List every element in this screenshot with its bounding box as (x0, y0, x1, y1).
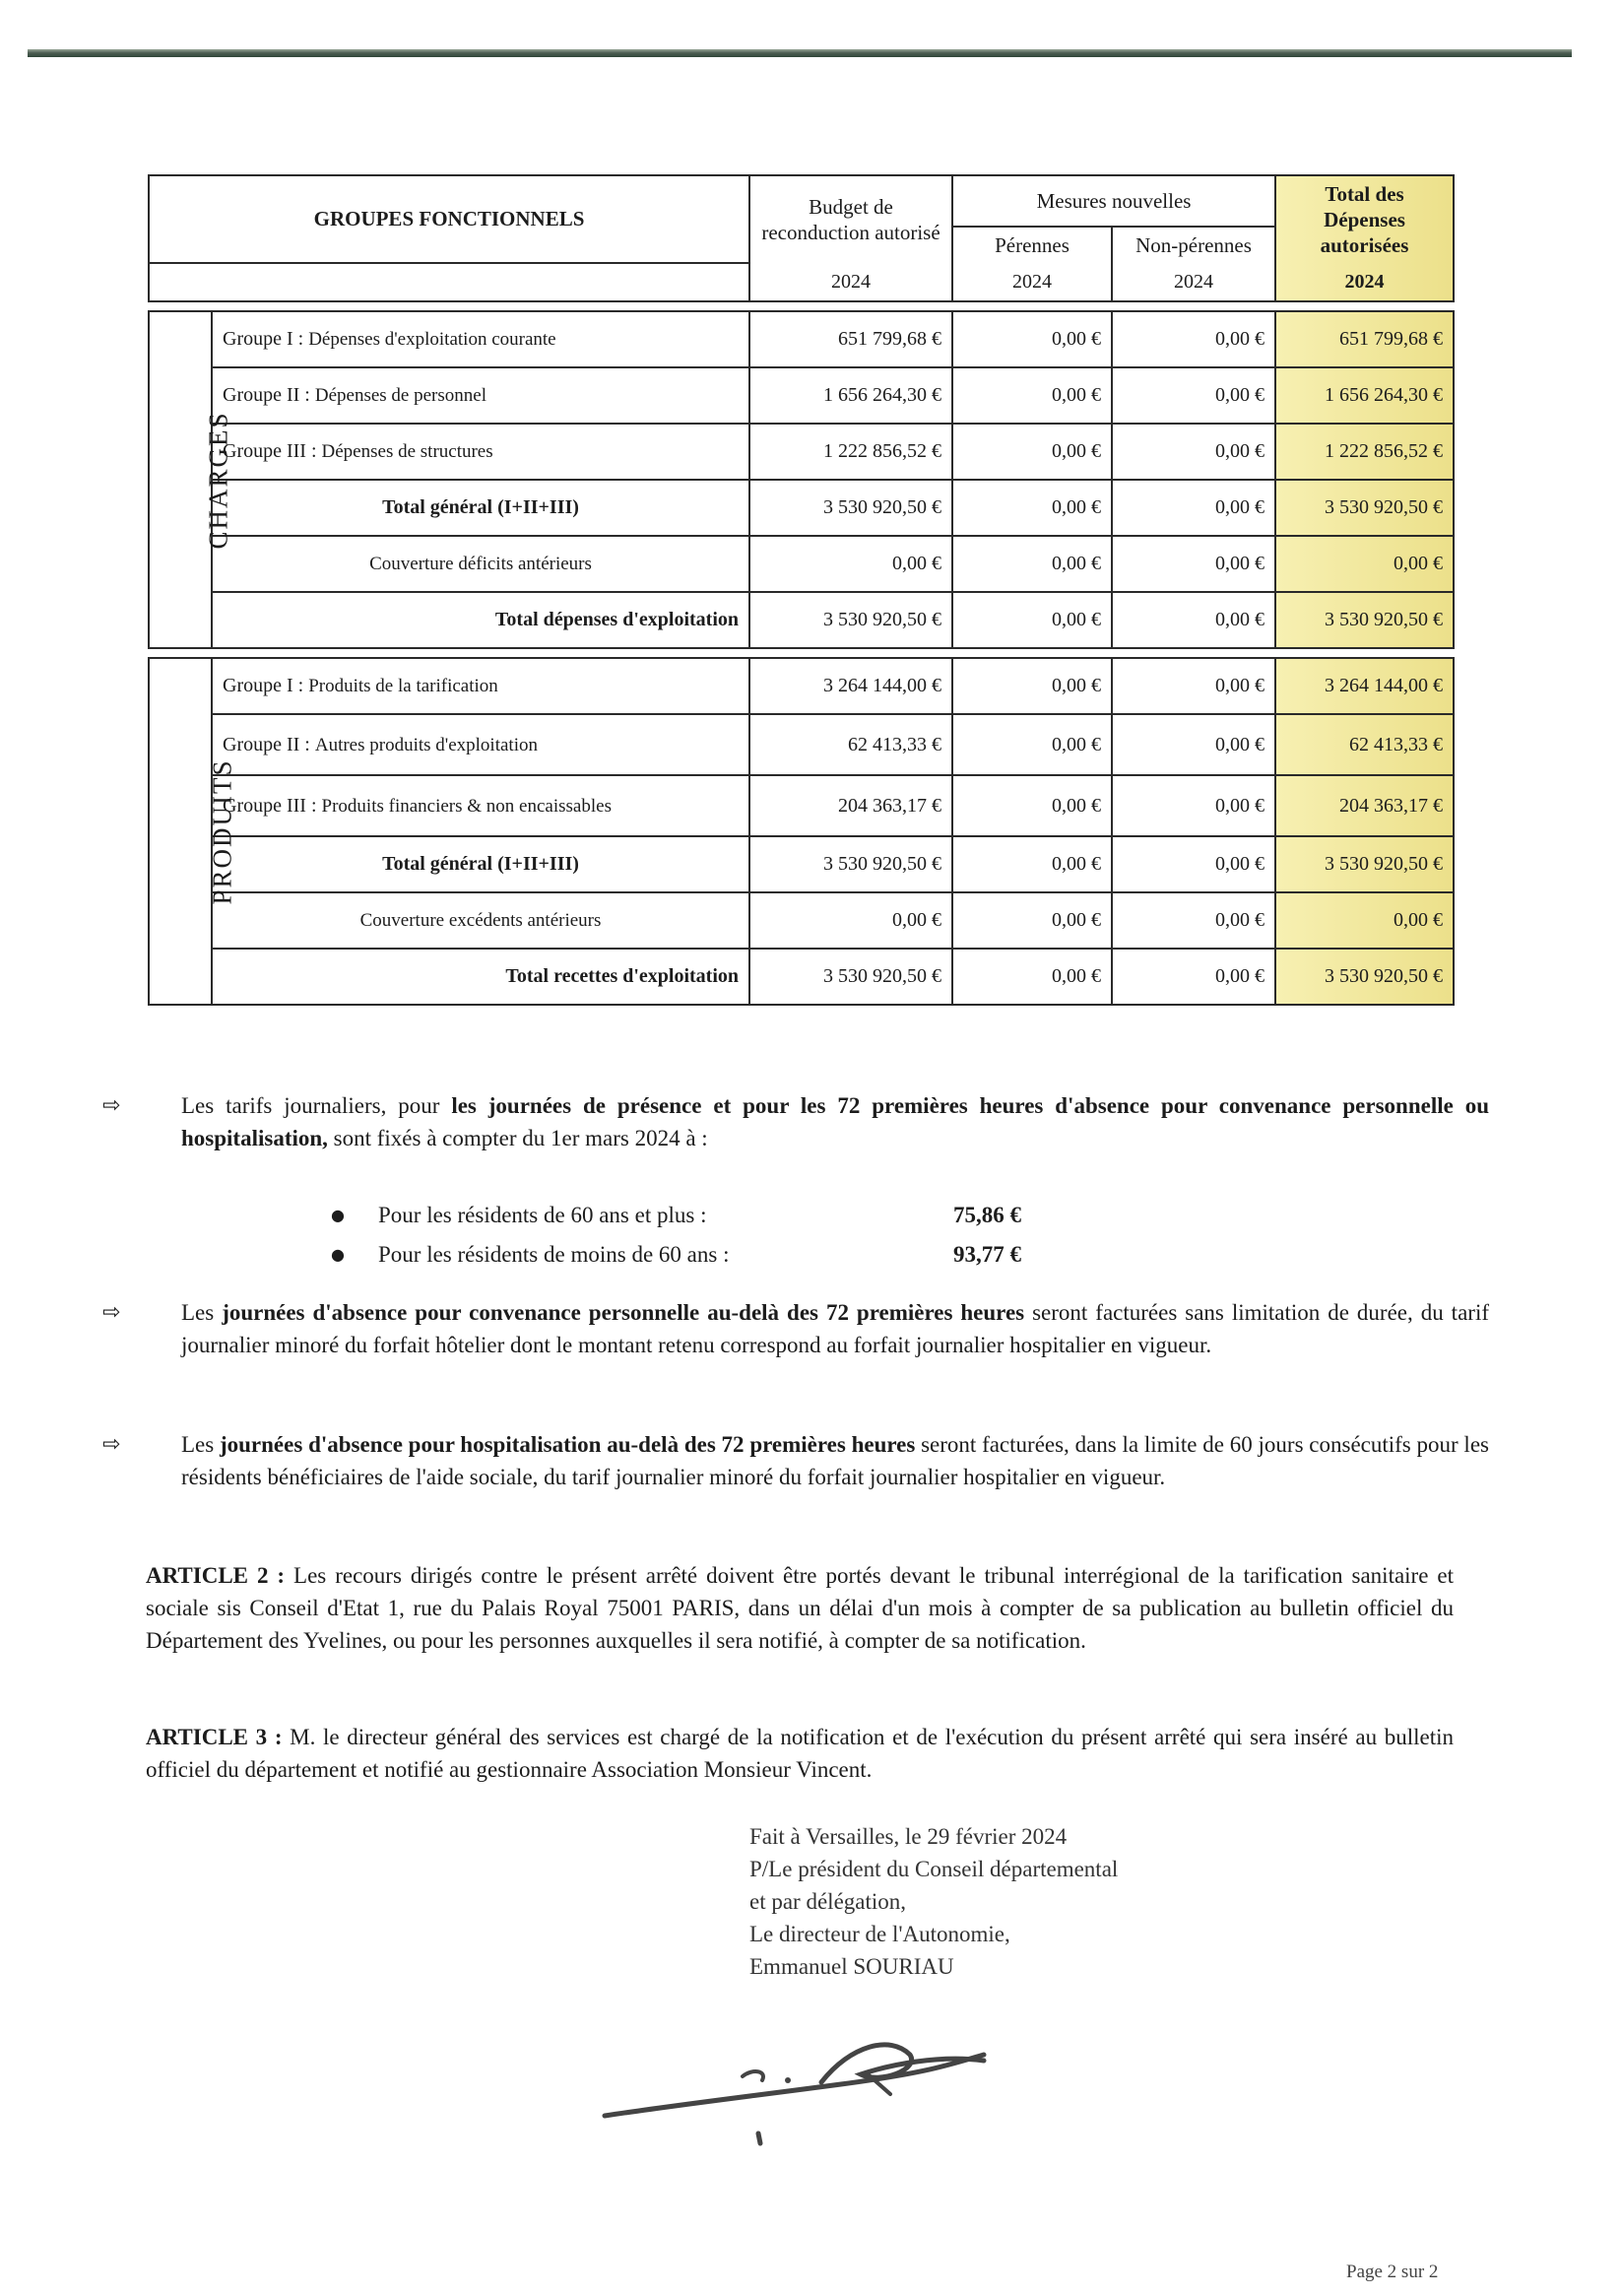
para3-text-a: Les (181, 1432, 220, 1457)
produits-row-1-total: 3 264 144,00 € (1275, 658, 1454, 714)
produits-row-2-total: 62 413,33 € (1275, 714, 1454, 775)
article-3 (146, 1721, 1454, 1786)
rate-row (331, 1235, 1021, 1275)
produits-excedents-label: Couverture excédents antérieurs (212, 892, 749, 949)
bullet-icon: ● (331, 1245, 345, 1264)
year-non-perennes: 2024 (1112, 263, 1275, 301)
produits-row-2-budget: 62 413,33 € (749, 714, 952, 775)
produits-row-3-perennes: 0,00 € (952, 775, 1112, 836)
group-desc: Dépenses de personnel (314, 385, 486, 406)
header-budget: Budget de reconduction autorisé (749, 175, 952, 263)
signature-line-place-date: Fait à Versailles, le 29 février 2024 (749, 1824, 1068, 1849)
article-2-text: Les recours dirigés contre le présent arrêté doivent être portés devant le tribunal interrégional de la tarification sanitaire et sociale sis Conseil d'Etat 1, rue du Palais Royal 75001 PARIS, dans un délai d'un mois à compter de sa publication au bulletin officiel du Département des Yvelines, ou pour les personnes auxquelles il sera notifié, à compter de sa notification. (146, 1563, 1454, 1653)
produits-total-recettes-budget: 3 530 920,50 € (749, 949, 952, 1005)
signature-line-director: Le directeur de l'Autonomie, (749, 1922, 1010, 1946)
handwritten-signature (595, 2025, 1008, 2153)
charges-label: CHARGES (203, 410, 233, 550)
header-perennes: Pérennes (952, 227, 1112, 263)
article-3-label: ARTICLE 3 : (146, 1725, 283, 1749)
charges-row-3-perennes: 0,00 € (952, 424, 1112, 480)
produits-total-general-total: 3 530 920,50 € (1275, 836, 1454, 892)
paragraph-tarifs: ⇨ Les tarifs journaliers, pour les journées de présence et pour les 72 premières heures d'absence pour convenance personnelle ou hospitalisation, sont fixés à compter du 1er mars 2024 à : (102, 1093, 1490, 1150)
produits-row-2-label (212, 714, 749, 775)
group-name: Groupe II : (223, 384, 310, 406)
produits-total-general-label: Total général (I+II+III) (212, 836, 749, 892)
charges-total-depenses-perennes: 0,00 € (952, 592, 1112, 648)
produits-row-3-total: 204 363,17 € (1275, 775, 1454, 836)
charges-row-1-perennes: 0,00 € (952, 311, 1112, 367)
charges-row-3-total: 1 222 856,52 € (1275, 424, 1454, 480)
charges-row-2-budget: 1 656 264,30 € (749, 367, 952, 424)
produits-row-1-label (212, 658, 749, 714)
para2-text-b: journées d'absence pour convenance personnelle au-delà des 72 premières heures (222, 1300, 1025, 1325)
rate-label: Pour les résidents de moins de 60 ans : (378, 1242, 730, 1267)
signature-line-delegation: et par délégation, (749, 1889, 907, 1914)
rate-row (331, 1196, 1021, 1235)
article-2-label: ARTICLE 2 : (146, 1563, 286, 1588)
budget-table (148, 174, 1455, 1006)
charges-deficits-label: Couverture déficits antérieurs (212, 536, 749, 592)
paragraph-absence-convenance: ⇨ Les journées d'absence pour convenance personnelle au-delà des 72 premières heures seront facturées sans limitation de durée, du tarif journalier minoré du forfait hôtelier dont le montant retenu correspond au forfait journalier hospitalier en vigueur. (102, 1300, 1489, 1357)
produits-total-general-budget: 3 530 920,50 € (749, 836, 952, 892)
produits-excedents-budget: 0,00 € (749, 892, 952, 949)
charges-total-general-label: Total général (I+II+III) (212, 480, 749, 536)
charges-deficits-budget: 0,00 € (749, 536, 952, 592)
charges-total-depenses-label: Total dépenses d'exploitation (212, 592, 749, 648)
produits-label-cell (149, 658, 237, 1005)
group-desc: Dépenses d'exploitation courante (308, 329, 556, 350)
group-desc: Autres produits d'exploitation (314, 734, 538, 755)
produits-total-recettes-label: Total recettes d'exploitation (212, 949, 749, 1005)
produits-total-recettes-non-perennes: 0,00 € (1112, 949, 1275, 1005)
produits-row-1-non-perennes: 0,00 € (1112, 658, 1275, 714)
group-name: Groupe I : (223, 328, 304, 350)
paragraph-absence-hospitalisation: ⇨ Les journées d'absence pour hospitalisation au-delà des 72 premières heures seront facturées, dans la limite de 60 jours consécutifs pour les résidents bénéficiaires de l'aide sociale, du tarif journalier minoré du forfait journalier hospitalier en vigueur. (102, 1432, 1489, 1489)
para1-text-b: les journées de présence et pour les 72 premières heures d'absence pour convenance personnelle ou hospitalisation, (181, 1093, 1490, 1150)
charges-row-2-perennes: 0,00 € (952, 367, 1112, 424)
charges-deficits-perennes: 0,00 € (952, 536, 1112, 592)
para3-text-b: journées d'absence pour hospitalisation au-delà des 72 premières heures (219, 1432, 916, 1457)
produits-row-3-non-perennes: 0,00 € (1112, 775, 1275, 836)
para1-text-a: Les tarifs journaliers, pour (181, 1093, 452, 1118)
group-name: Groupe III : (223, 440, 317, 462)
year-budget: 2024 (749, 263, 952, 301)
group-desc: Produits financiers & non encaissables (321, 795, 612, 817)
article-3-text: M. le directeur général des services est chargé de la notification et de l'exécution du présent arrêté qui sera inséré au bulletin officiel du département et notifié au gestionnaire Association Monsieur Vincent. (146, 1725, 1455, 1782)
charges-deficits-non-perennes: 0,00 € (1112, 536, 1275, 592)
produits-label: PRODUITS (207, 757, 237, 905)
group-name: Groupe I : (223, 675, 304, 696)
rates-list (331, 1196, 1021, 1275)
header-non-perennes: Non-pérennes (1112, 227, 1275, 263)
para1-text-c: sont fixés à compter du 1er mars 2024 à : (327, 1126, 708, 1150)
para3-text-c: seront facturées, dans la limite de 60 jours consécutifs pour les résidents bénéficiaires de l'aide sociale, du tarif journalier minoré du forfait journalier hospitalier en vigueur. (181, 1432, 1489, 1489)
charges-label-cell (149, 311, 233, 648)
top-rule (28, 49, 1572, 57)
produits-excedents-perennes: 0,00 € (952, 892, 1112, 949)
charges-row-1-label (212, 311, 749, 367)
produits-row-2-non-perennes: 0,00 € (1112, 714, 1275, 775)
group-name: Groupe II : (223, 733, 310, 755)
article-2 (146, 1559, 1454, 1657)
year-perennes: 2024 (952, 263, 1112, 301)
charges-total-general-non-perennes: 0,00 € (1112, 480, 1275, 536)
signature-block (749, 1820, 1118, 1983)
charges-row-3-budget: 1 222 856,52 € (749, 424, 952, 480)
produits-row-3-label (212, 775, 749, 836)
charges-row-2-non-perennes: 0,00 € (1112, 367, 1275, 424)
rate-label: Pour les résidents de 60 ans et plus : (378, 1203, 707, 1227)
charges-row-3-non-perennes: 0,00 € (1112, 424, 1275, 480)
produits-row-1-perennes: 0,00 € (952, 658, 1112, 714)
group-name: Groupe III : (223, 794, 317, 817)
signature-line-president: P/Le président du Conseil départemental (749, 1857, 1119, 1881)
charges-row-1-budget: 651 799,68 € (749, 311, 952, 367)
charges-row-2-total: 1 656 264,30 € (1275, 367, 1454, 424)
charges-row-1-non-perennes: 0,00 € (1112, 311, 1275, 367)
para2-text-a: Les (181, 1300, 223, 1325)
rate-value: 93,77 € (953, 1242, 1021, 1267)
charges-row-1-total: 651 799,68 € (1275, 311, 1454, 367)
rate-value: 75,86 € (953, 1203, 1021, 1227)
produits-total-general-perennes: 0,00 € (952, 836, 1112, 892)
header-mesures: Mesures nouvelles (952, 175, 1275, 227)
charges-total-general-total: 3 530 920,50 € (1275, 480, 1454, 536)
charges-deficits-total: 0,00 € (1275, 536, 1454, 592)
page-number: Page 2 sur 2 (1346, 2262, 1439, 2282)
charges-row-3-label (212, 424, 749, 480)
signature-line-name: Emmanuel SOURIAU (749, 1954, 954, 1979)
produits-row-1-budget: 3 264 144,00 € (749, 658, 952, 714)
charges-row-2-label (212, 367, 749, 424)
group-desc: Dépenses de structures (321, 441, 493, 462)
charges-total-depenses-total: 3 530 920,50 € (1275, 592, 1454, 648)
produits-row-2-perennes: 0,00 € (952, 714, 1112, 775)
charges-total-general-budget: 3 530 920,50 € (749, 480, 952, 536)
header-groups: GROUPES FONCTIONNELS (149, 175, 749, 263)
group-desc: Produits de la tarification (308, 676, 498, 696)
produits-total-recettes-perennes: 0,00 € (952, 949, 1112, 1005)
charges-total-depenses-non-perennes: 0,00 € (1112, 592, 1275, 648)
charges-total-general-perennes: 0,00 € (952, 480, 1112, 536)
header-total: Total des Dépenses autorisées (1275, 175, 1454, 263)
charges-total-depenses-budget: 3 530 920,50 € (749, 592, 952, 648)
produits-row-3-budget: 204 363,17 € (749, 775, 952, 836)
produits-total-recettes-total: 3 530 920,50 € (1275, 949, 1454, 1005)
produits-total-general-non-perennes: 0,00 € (1112, 836, 1275, 892)
para2-text-c: seront facturées sans limitation de durée, du tarif journalier minoré du forfait hôtelier dont le montant retenu correspond au forfait journalier hospitalier en vigueur. (181, 1300, 1489, 1357)
produits-excedents-non-perennes: 0,00 € (1112, 892, 1275, 949)
year-total: 2024 (1275, 263, 1454, 301)
produits-excedents-total: 0,00 € (1275, 892, 1454, 949)
bullet-icon: ● (331, 1206, 345, 1224)
